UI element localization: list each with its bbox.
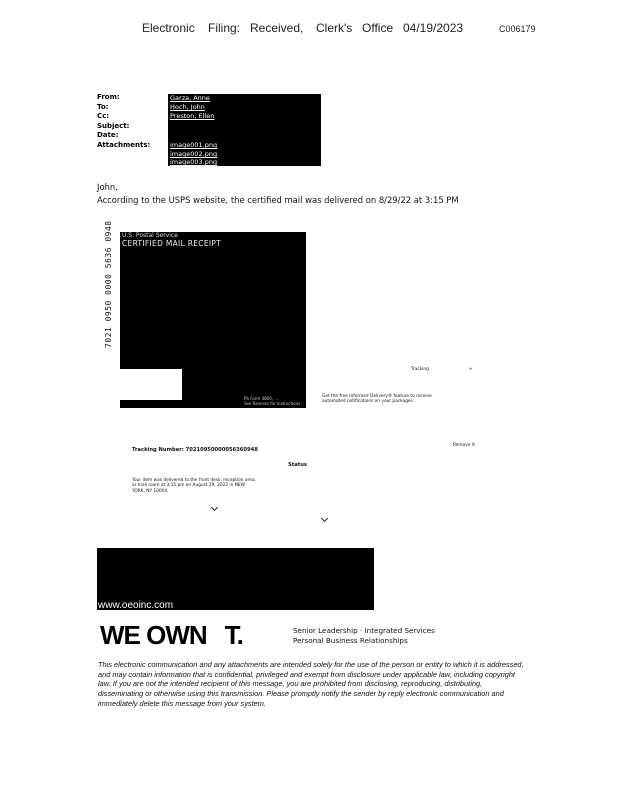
receipt-footer-line: See Reverse for Instructions xyxy=(244,401,301,406)
logo-text: WE OWN xyxy=(100,620,207,650)
stamp-word: Filing: xyxy=(208,21,241,35)
receipt-footer-line: PS Form 3800, ... xyxy=(244,396,279,401)
chevron-down-icon[interactable] xyxy=(321,515,328,522)
tagline: Personal Business Relationships xyxy=(293,636,408,645)
tracking-number: Tracking Number: 70210950000056360948 xyxy=(132,447,258,453)
filing-stamp xyxy=(0,21,618,37)
attachment-link[interactable]: image002.png xyxy=(170,150,218,158)
plus-icon: + xyxy=(176,390,181,399)
signature-banner-image xyxy=(97,548,374,610)
tagline: Senior Leadership · Integrated Services xyxy=(293,626,435,635)
receipt-service: U.S. Postal Service xyxy=(122,232,178,239)
body-line: According to the USPS website, the certified mail was delivered on 8/29/22 at 3:15 PM xyxy=(97,195,459,205)
receipt-title: CERTIFIED MAIL RECEIPT xyxy=(122,239,222,248)
informed-line: Get the free Informed Delivery® feature to receive xyxy=(322,394,432,399)
tracking-right-label: Tracking xyxy=(411,367,429,372)
document-code: C006179 xyxy=(499,24,536,34)
delivery-line: or mail room at 3:15 pm on August 29, 2022 in NEW xyxy=(132,483,245,489)
attachments-label: Attachments: xyxy=(97,140,151,149)
certified-mail-receipt-image xyxy=(120,232,306,408)
remove-button[interactable]: Remove X xyxy=(453,443,475,448)
email-header-labels xyxy=(97,93,150,151)
informed-delivery-text xyxy=(322,394,432,405)
attachment-link[interactable]: image001.png xyxy=(170,141,218,149)
receipt-vertical-number: 7021 0950 0000 5636 0948 xyxy=(104,220,113,348)
informed-line: automated notifications on your packages xyxy=(322,399,413,405)
to-value[interactable]: Hoch, John xyxy=(170,103,205,111)
receipt-cutout xyxy=(120,369,182,400)
subject-label: Subject: xyxy=(97,121,130,130)
stamp-date: 04/19/2023 xyxy=(403,21,464,35)
stamp-word: Office xyxy=(362,21,394,35)
cc-value[interactable]: Preston, Ellen xyxy=(170,112,215,120)
chevron-down-icon[interactable] xyxy=(211,504,218,511)
delivery-line: YORK, NY 10004. xyxy=(132,488,169,494)
to-label: To: xyxy=(97,102,109,111)
date-label: Date: xyxy=(97,131,119,140)
stamp-word: Electronic xyxy=(142,21,195,35)
delivery-status-text xyxy=(132,478,256,494)
cc-label: Cc: xyxy=(97,112,110,121)
redacted-header-values xyxy=(168,94,321,166)
tracking-expand-mark[interactable]: + xyxy=(469,367,473,372)
receipt-footer xyxy=(244,396,300,406)
attachment-link[interactable]: image003.png xyxy=(170,158,218,166)
stamp-word: Received, xyxy=(250,21,304,35)
delivery-line: Your item was delivered to the front desk, reception area, xyxy=(132,478,256,483)
company-url[interactable]: www.oeoinc.com xyxy=(98,600,174,611)
from-label: From: xyxy=(97,93,120,101)
from-value[interactable]: Garza, Anne xyxy=(170,94,210,102)
status-heading: Status xyxy=(288,462,307,468)
confidentiality-disclaimer: This electronic communication and any attachments are intended solely for the use of the person or entity to which it is addressed, and may contain information that is confidential, privileged and exempt from disclosure under applicable law, including copyright law. If you are not the intended recipient of this message, you are prohibited from disclosing, reproducing, distributing, disseminating or otherwise using this transmission. Please promptly notify the sender by reply electronic communication and immediately delete this message from your system. xyxy=(98,660,524,708)
logo-text: T. xyxy=(224,620,243,650)
company-logo xyxy=(100,620,243,651)
greeting: John, xyxy=(97,182,118,192)
stamp-word: Clerk's xyxy=(316,21,353,35)
